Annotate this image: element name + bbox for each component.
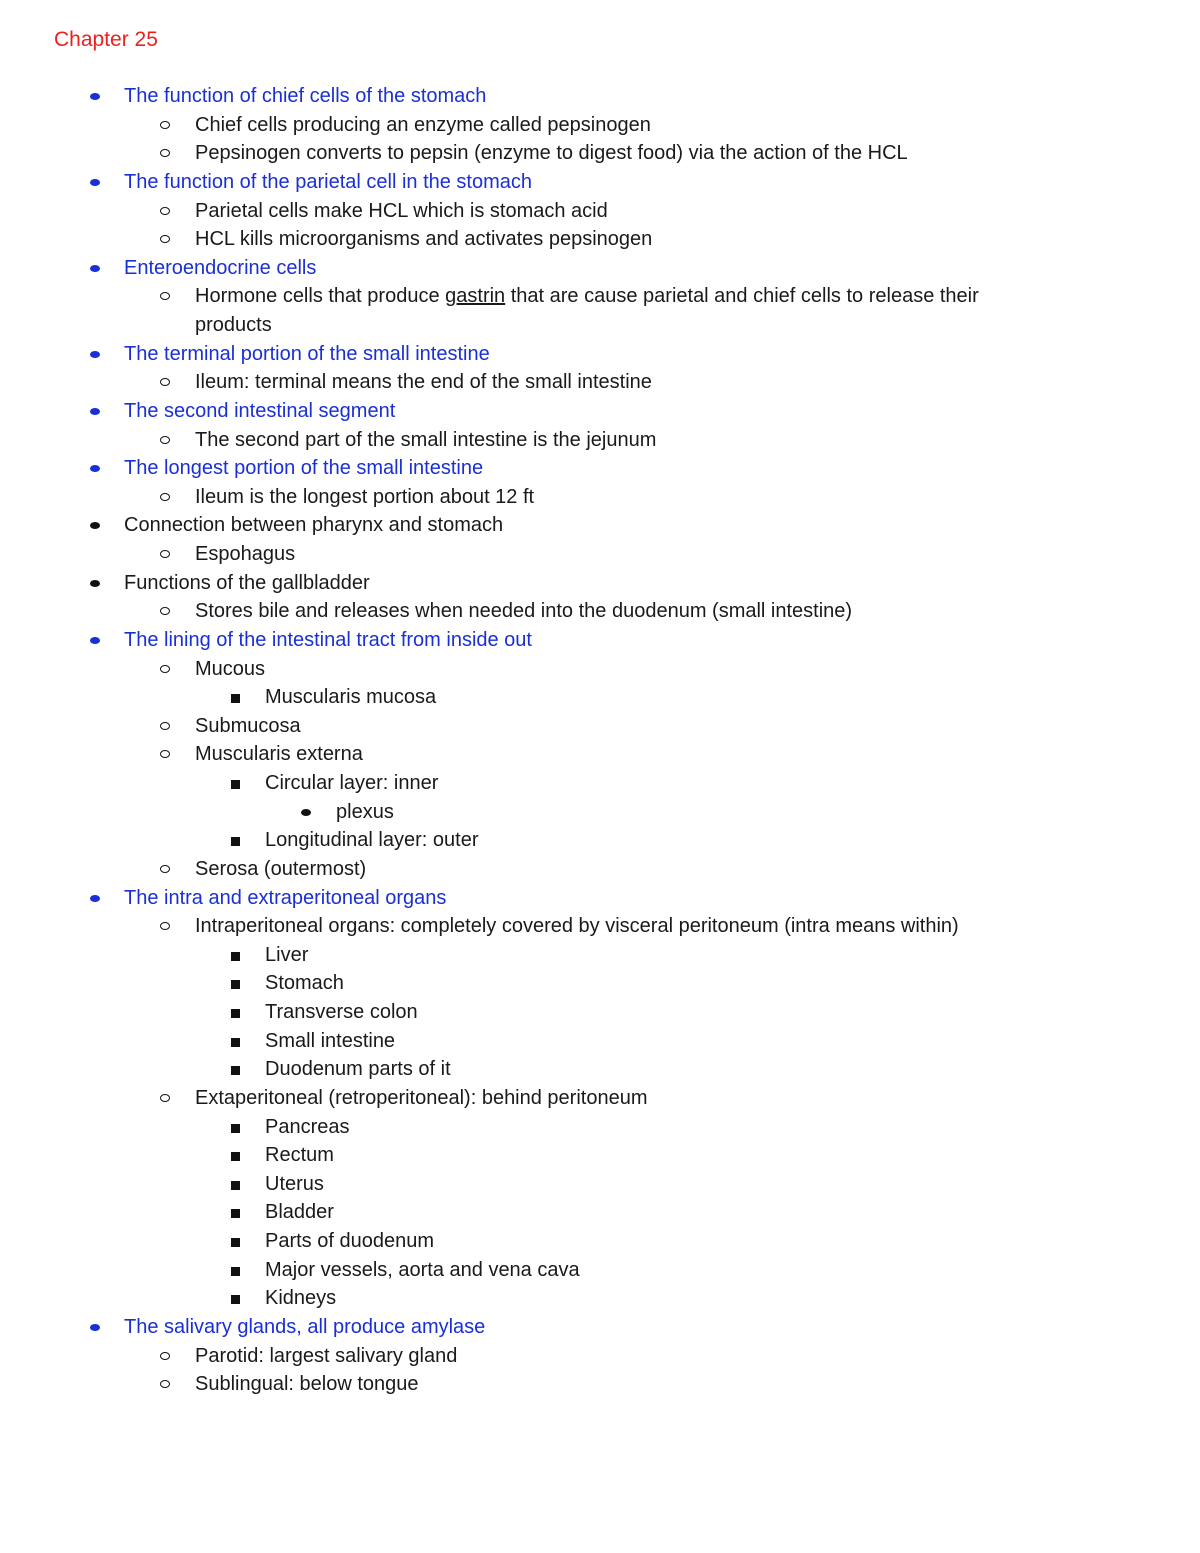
question-heading: The longest portion of the small intestine xyxy=(124,457,484,480)
outline-item-text: Serosa (outermost) xyxy=(195,857,367,880)
outline-item-text: Stomach xyxy=(265,972,344,995)
bullet-circle-icon xyxy=(159,712,173,740)
bullet-square-icon xyxy=(230,1141,244,1169)
bullet-disc-icon xyxy=(89,884,103,912)
bullet-disc-icon xyxy=(89,511,103,539)
bullet-square-icon xyxy=(230,769,244,797)
question-heading: The function of chief cells of the stomach xyxy=(124,85,487,107)
bullet-disc-icon xyxy=(89,454,103,482)
outline-item-level-3 xyxy=(0,1170,1200,1199)
outline-item-level-3 xyxy=(0,1113,1200,1142)
bullet-disc-icon xyxy=(89,397,103,425)
outline-item-level-2 xyxy=(0,111,1200,140)
bullet-circle-icon xyxy=(159,855,173,883)
bullet-circle-icon xyxy=(159,197,173,225)
outline-item-level-2 xyxy=(0,855,1200,884)
outline-item-level-2 xyxy=(0,655,1200,684)
bullet-circle-icon xyxy=(159,111,173,139)
outline-item-level-2 xyxy=(0,282,1200,311)
question-heading: The salivary glands, all produce amylase xyxy=(124,1315,486,1338)
outline-item-text: Ileum is the longest portion about 12 ft xyxy=(195,485,535,508)
outline-item-text: Parts of duodenum xyxy=(265,1230,434,1252)
outline-item-level-1 xyxy=(0,168,1200,197)
outline-item-text: Parotid: largest salivary gland xyxy=(195,1344,458,1367)
outline-item-level-3 xyxy=(0,826,1200,855)
question-heading: The lining of the intestinal tract from inside out xyxy=(124,628,532,651)
outline-item-level-1 xyxy=(0,626,1200,655)
outline-item-text: Pancreas xyxy=(265,1115,350,1138)
outline-item-text: Duodenum parts of it xyxy=(265,1058,451,1081)
bullet-square-icon xyxy=(230,683,244,711)
outline-item-level-3 xyxy=(0,1027,1200,1056)
bullet-disc-icon xyxy=(89,1313,103,1341)
outline-item-text: Muscularis externa xyxy=(195,743,363,766)
outline-item-text xyxy=(195,282,979,310)
outline-item-level-2 xyxy=(0,1370,1200,1399)
bullet-square-icon xyxy=(230,1227,244,1255)
bullet-square-icon xyxy=(230,1198,244,1226)
question-heading: The second intestinal segment xyxy=(124,399,396,422)
outline-item-level-2 xyxy=(0,740,1200,769)
bullet-disc-icon xyxy=(300,798,314,826)
outline-item-level-1 xyxy=(0,82,1200,111)
outline-item-level-3 xyxy=(0,1055,1200,1084)
outline-item-level-1 xyxy=(0,397,1200,426)
bullet-square-icon xyxy=(230,1027,244,1055)
bullet-square-icon xyxy=(230,1256,244,1284)
bullet-disc-icon xyxy=(89,168,103,196)
bullet-circle-icon xyxy=(159,1370,173,1398)
outline-item-text: Mucous xyxy=(195,657,266,680)
outline-item-level-1 xyxy=(0,1313,1200,1342)
outline-item-level-2 xyxy=(0,426,1200,455)
bullet-disc-icon xyxy=(89,82,103,110)
outline-item-text: Rectum xyxy=(265,1144,334,1167)
bullet-circle-icon xyxy=(159,655,173,683)
outline-item-text: HCL kills microorganisms and activates pepsinogen xyxy=(195,228,653,251)
bullet-circle-icon xyxy=(159,540,173,568)
outline-item-level-3 xyxy=(0,1141,1200,1170)
bullet-circle-icon xyxy=(159,282,173,310)
outline-item-text: products xyxy=(195,314,272,336)
bullet-square-icon xyxy=(230,826,244,854)
outline-item-level-1 xyxy=(0,340,1200,369)
question-heading: Functions of the gallbladder xyxy=(124,571,370,594)
outline-item-text: Extaperitoneal (retroperitoneal): behind peritoneum xyxy=(195,1086,648,1109)
outline-item-text: Chief cells producing an enzyme called pepsinogen xyxy=(195,113,651,136)
underlined-term: gastrin xyxy=(445,285,506,308)
outline-item-level-4 xyxy=(0,798,1200,827)
outline-item-text: Major vessels, aorta and vena cava xyxy=(265,1258,580,1281)
outline-item-level-2 xyxy=(0,1084,1200,1113)
outline-item-text: Ileum: terminal means the end of the small intestine xyxy=(195,371,652,394)
outline-item-text: Submucosa xyxy=(195,714,301,737)
bullet-disc-icon xyxy=(89,626,103,654)
outline-list xyxy=(0,82,1200,1399)
outline-item-text: Uterus xyxy=(265,1172,324,1195)
outline-item-level-3 xyxy=(0,1256,1200,1285)
outline-item-level-2 xyxy=(0,1342,1200,1371)
outline-item-text: Espohagus xyxy=(195,543,296,565)
outline-item-text: The second part of the small intestine is the jejunum xyxy=(195,428,657,451)
bullet-square-icon xyxy=(230,1055,244,1083)
bullet-square-icon xyxy=(230,969,244,997)
outline-item-level-2 xyxy=(0,368,1200,397)
outline-item-level-2 xyxy=(0,197,1200,226)
outline-item-level-3 xyxy=(0,1227,1200,1256)
outline-item-level-1 xyxy=(0,884,1200,913)
outline-item-text: Kidneys xyxy=(265,1287,337,1310)
outline-item-text: Sublingual: below tongue xyxy=(195,1373,419,1396)
bullet-circle-icon xyxy=(159,1084,173,1112)
outline-item-text: Longitudinal layer: outer xyxy=(265,829,479,852)
outline-item-level-2 xyxy=(0,483,1200,512)
outline-item-level-3 xyxy=(0,683,1200,712)
question-heading: Connection between pharynx and stomach xyxy=(124,514,504,537)
bullet-square-icon xyxy=(230,1284,244,1312)
bullet-circle-icon xyxy=(159,483,173,511)
text-segment: that are cause parietal and chief cells to release their xyxy=(505,285,979,308)
bullet-square-icon xyxy=(230,941,244,969)
outline-item-level-3 xyxy=(0,769,1200,798)
outline-item-text: Bladder xyxy=(265,1201,334,1224)
question-heading: Enteroendocrine cells xyxy=(124,256,317,279)
bullet-circle-icon xyxy=(159,368,173,396)
outline-item-level-3 xyxy=(0,1198,1200,1227)
outline-item-text: Circular layer: inner xyxy=(265,772,439,794)
outline-item-text: Pepsinogen converts to pepsin (enzyme to digest food) via the action of the HCL xyxy=(195,142,908,165)
bullet-square-icon xyxy=(230,1113,244,1141)
page-title: Chapter 25 xyxy=(54,28,158,51)
outline-item-level-2 xyxy=(0,712,1200,741)
outline-item-level-2 xyxy=(0,139,1200,168)
outline-item-level-2 xyxy=(0,912,1200,941)
question-heading: The function of the parietal cell in the stomach xyxy=(124,170,533,193)
question-heading: The intra and extraperitoneal organs xyxy=(124,886,447,909)
outline-item-level-2 xyxy=(0,225,1200,254)
outline-item-text: plexus xyxy=(336,800,394,823)
bullet-disc-icon xyxy=(89,569,103,597)
bullet-disc-icon xyxy=(89,254,103,282)
outline-item-level-1 xyxy=(0,254,1200,283)
outline-item-text: Muscularis mucosa xyxy=(265,686,437,709)
outline-item-level-1 xyxy=(0,569,1200,598)
bullet-circle-icon xyxy=(159,1342,173,1370)
outline-item-level-3 xyxy=(0,998,1200,1027)
outline-item-level-3 xyxy=(0,941,1200,970)
outline-item-level-2 xyxy=(0,311,1200,340)
bullet-circle-icon xyxy=(159,740,173,768)
bullet-circle-icon xyxy=(159,597,173,625)
outline-item-level-1 xyxy=(0,454,1200,483)
outline-item-level-2 xyxy=(0,597,1200,626)
outline-item-level-1 xyxy=(0,511,1200,540)
bullet-square-icon xyxy=(230,1170,244,1198)
text-segment: Hormone cells that produce xyxy=(195,285,446,308)
bullet-circle-icon xyxy=(159,912,173,940)
outline-item-text: Stores bile and releases when needed into the duodenum (small intestine) xyxy=(195,600,853,623)
outline-item-text: Intraperitoneal organs: completely covered by visceral peritoneum (intra means within) xyxy=(195,915,959,938)
bullet-disc-icon xyxy=(89,340,103,368)
outline-item-text: Transverse colon xyxy=(265,1001,418,1023)
bullet-circle-icon xyxy=(159,426,173,454)
question-heading: The terminal portion of the small intestine xyxy=(124,342,490,365)
outline-item-text: Parietal cells make HCL which is stomach acid xyxy=(195,199,608,222)
outline-item-text: Small intestine xyxy=(265,1029,396,1052)
outline-item-level-2 xyxy=(0,540,1200,569)
outline-item-level-3 xyxy=(0,969,1200,998)
bullet-square-icon xyxy=(230,998,244,1026)
bullet-circle-icon xyxy=(159,225,173,253)
outline-item-text: Liver xyxy=(265,943,309,966)
outline-item-level-3 xyxy=(0,1284,1200,1313)
bullet-circle-icon xyxy=(159,139,173,167)
